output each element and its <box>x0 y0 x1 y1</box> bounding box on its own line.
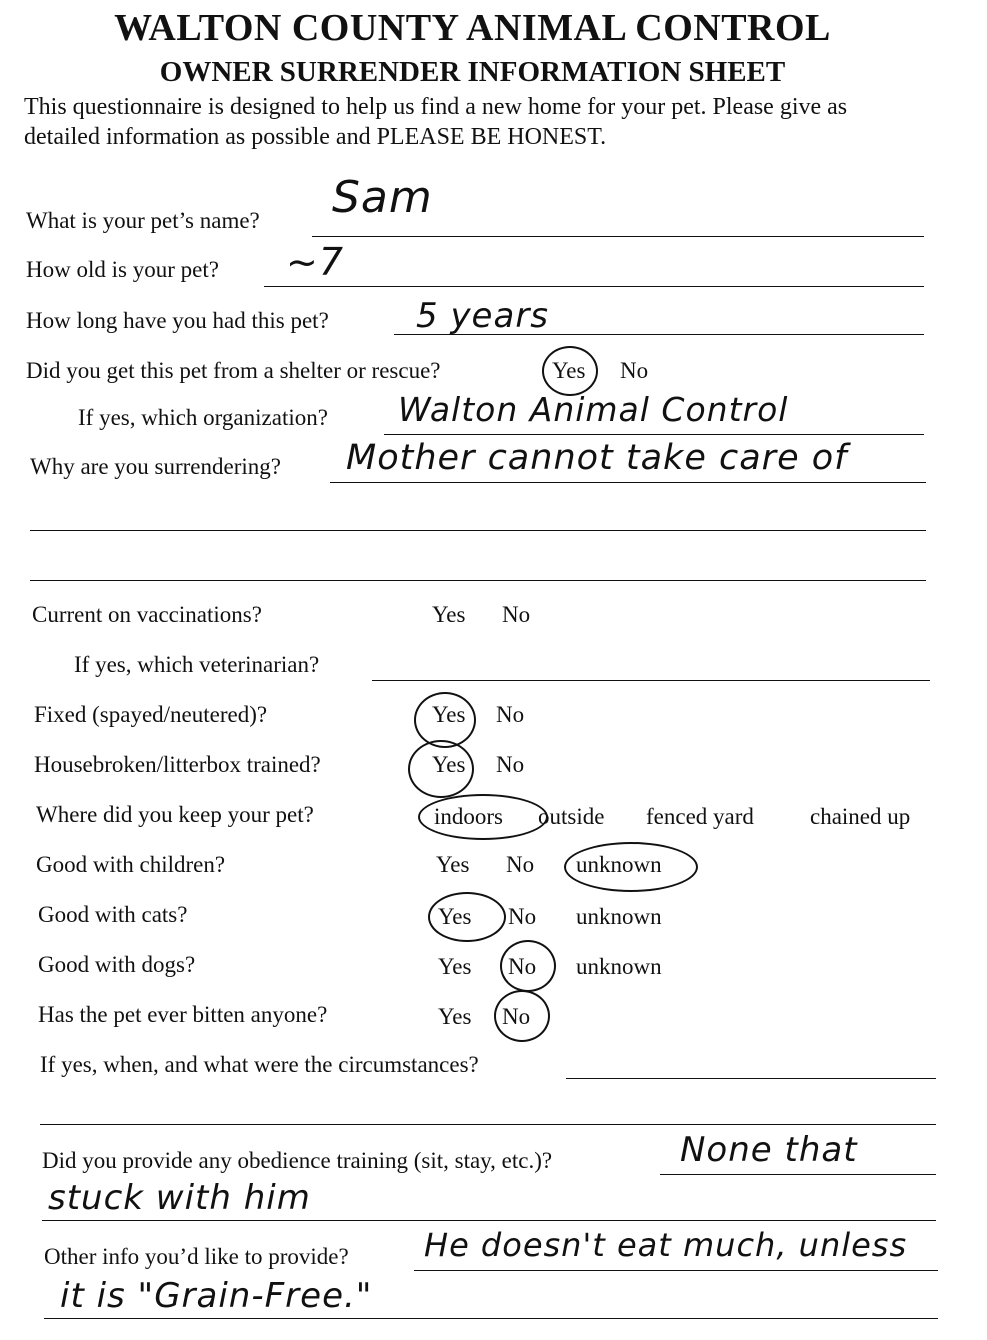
training-line-2 <box>42 1220 936 1221</box>
time-owned-label: How long have you had this pet? <box>26 308 329 333</box>
bitten-label: Has the pet ever bitten anyone? <box>38 1002 328 1027</box>
training-label: Did you provide any obedience training (sit, stay, etc.)? <box>42 1148 553 1173</box>
veterinarian-line <box>372 680 930 681</box>
dogs-no-circle <box>500 940 556 992</box>
reason-line-2 <box>30 530 926 531</box>
fixed-no[interactable]: No <box>496 702 525 727</box>
children-label: Good with children? <box>36 852 226 877</box>
organization-answer: Walton Animal Control <box>398 390 789 429</box>
training-answer-1: None that <box>680 1130 858 1170</box>
fixed-yes[interactable]: Yes <box>432 702 466 727</box>
other-info-line-2 <box>44 1318 938 1319</box>
fixed-label: Fixed (spayed/neutered)? <box>34 702 268 727</box>
time-owned-answer: 5 years <box>416 296 550 336</box>
vaccinations-label: Current on vaccinations? <box>32 602 262 627</box>
cats-yes[interactable]: Yes <box>438 904 472 929</box>
vaccinations-no[interactable]: No <box>502 602 531 627</box>
bitten-no[interactable]: No <box>502 1004 531 1029</box>
kept-indoors[interactable]: indoors <box>434 804 503 829</box>
other-info-line-1 <box>414 1270 938 1271</box>
cats-label: Good with cats? <box>38 902 188 927</box>
circumstances-line-2 <box>40 1124 936 1125</box>
veterinarian-label: If yes, which veterinarian? <box>74 652 320 677</box>
reason-answer: Mother cannot take care of <box>346 438 848 478</box>
training-line-1 <box>660 1174 936 1175</box>
kept-indoors-circle <box>418 794 548 840</box>
children-unknown[interactable]: unknown <box>576 852 662 877</box>
age-line <box>264 286 924 287</box>
housebroken-label: Housebroken/litterbox trained? <box>34 752 321 777</box>
shelter-label: Did you get this pet from a shelter or rescue? <box>26 358 441 383</box>
pet-name-answer: Sam <box>332 172 433 223</box>
reason-line-3 <box>30 580 926 581</box>
dogs-unknown[interactable]: unknown <box>576 954 662 979</box>
circumstances-label: If yes, when, and what were the circumstances? <box>40 1052 479 1077</box>
cats-unknown[interactable]: unknown <box>576 904 662 929</box>
organization-label: If yes, which organization? <box>78 405 328 430</box>
kept-fenced-yard[interactable]: fenced yard <box>646 804 754 829</box>
bitten-yes[interactable]: Yes <box>438 1004 472 1029</box>
form-subtitle: OWNER SURRENDER INFORMATION SHEET <box>159 56 786 88</box>
children-unknown-circle <box>564 842 698 892</box>
dogs-no[interactable]: No <box>508 954 537 979</box>
kept-label: Where did you keep your pet? <box>36 802 314 827</box>
other-info-answer-1: He doesn't eat much, unless <box>424 1226 908 1264</box>
form-intro: This questionnaire is designed to help us find a new home for your pet. Please give as detailed information as possible and PLEASE BE HONEST. <box>24 94 848 150</box>
vaccinations-yes[interactable]: Yes <box>432 602 466 627</box>
circumstances-line-1 <box>566 1078 936 1079</box>
pet-name-line <box>312 236 924 237</box>
children-no[interactable]: No <box>506 852 535 877</box>
dogs-yes[interactable]: Yes <box>438 954 472 979</box>
cats-no[interactable]: No <box>508 904 537 929</box>
organization-line <box>384 434 924 435</box>
kept-chained-up[interactable]: chained up <box>810 804 911 829</box>
children-yes[interactable]: Yes <box>436 852 470 877</box>
kept-outside[interactable]: outside <box>538 804 605 829</box>
reason-line-1 <box>330 482 926 483</box>
housebroken-yes[interactable]: Yes <box>432 752 466 777</box>
pet-name-label: What is your pet’s name? <box>26 208 260 233</box>
age-label: How old is your pet? <box>26 257 219 282</box>
shelter-yes-circle <box>542 346 598 396</box>
dogs-label: Good with dogs? <box>38 952 196 977</box>
housebroken-yes-circle <box>408 740 474 798</box>
housebroken-no[interactable]: No <box>496 752 525 777</box>
shelter-no[interactable]: No <box>620 358 649 383</box>
bitten-no-circle <box>494 990 550 1042</box>
form-title: WALTON COUNTY ANIMAL CONTROL <box>114 7 831 49</box>
shelter-yes[interactable]: Yes <box>552 358 586 383</box>
training-answer-2: stuck with him <box>48 1178 311 1218</box>
other-info-answer-2: it is "Grain-Free." <box>60 1276 373 1316</box>
age-answer: ~7 <box>286 240 345 284</box>
other-info-label: Other info you’d like to provide? <box>44 1244 349 1269</box>
reason-label: Why are you surrendering? <box>30 454 281 479</box>
cats-yes-circle <box>428 892 506 942</box>
